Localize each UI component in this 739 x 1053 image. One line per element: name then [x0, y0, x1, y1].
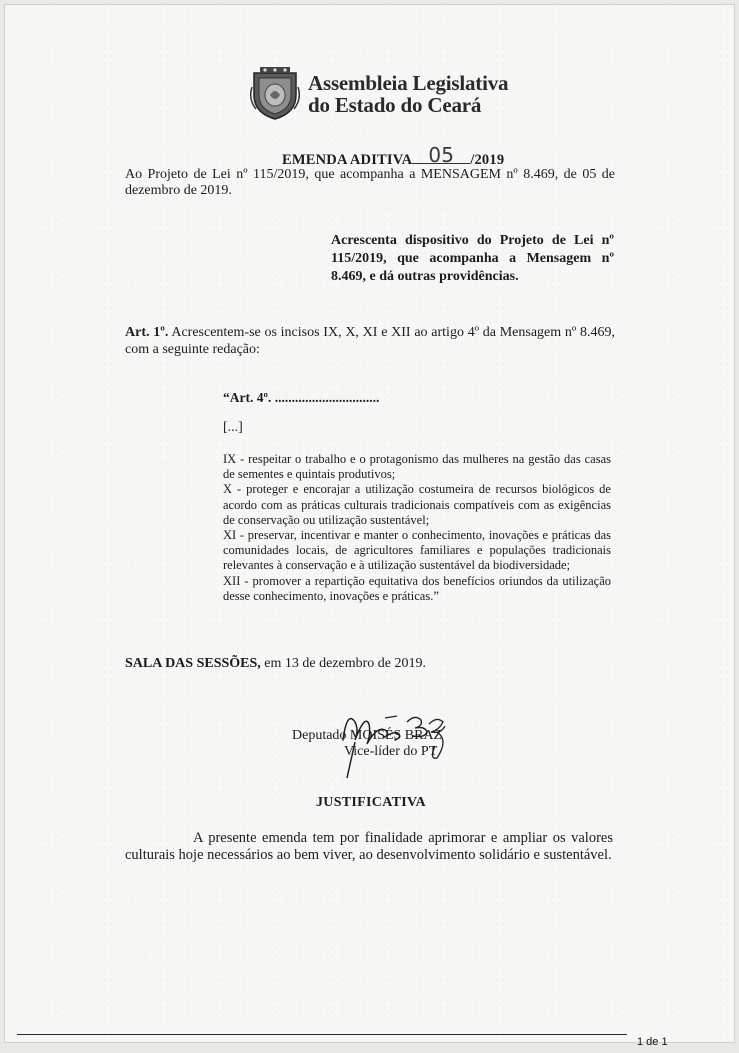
footer-divider: [17, 1034, 627, 1035]
item-ix: IX - respeitar o trabalho e o protagonismo das mulheres na gestão das casas de sementes e quintais produtivos;: [223, 452, 611, 482]
amendment-summary: Acrescenta dispositivo do Projeto de Lei nº 115/2019, que acompanha a Mensagem nº 8.469, e dá outras providências.: [331, 233, 614, 284]
justification-text: A presente emenda tem por finalidade aprimorar e ampliar os valores culturais hoje necessários ao bem viver, ao desenvolvimento solidário e sustentável.: [125, 830, 613, 863]
signatory-name: Deputado MOISÉS BRAZ: [292, 728, 443, 743]
justification-title: JUSTIFICATIVA: [316, 795, 426, 810]
quoted-article-4-heading: “Art. 4º. ...............................: [223, 390, 380, 405]
page-number: 1 de 1: [637, 1036, 668, 1048]
signatory-role: Vice-líder do PT: [344, 744, 438, 759]
coat-of-arms-icon: [248, 65, 302, 121]
article-1-text: Acrescentem-se os incisos IX, X, XI e XII ao artigo 4º da Mensagem nº 8.469, com a seguinte redação:: [125, 325, 615, 357]
article-1-label: Art. 1º.: [125, 325, 169, 340]
item-x: X - proteger e encorajar a utilização costumeira de recursos biológicos de acordo com as práticas culturais tradicionais compatíveis com as exigências de conservação ou utilização sustentável;: [223, 482, 611, 527]
amendment-number: 05: [412, 148, 470, 164]
session-date: em 13 de dezembro de 2019.: [260, 656, 427, 671]
session-line: [125, 656, 426, 672]
org-line-2: do Estado do Ceará: [308, 93, 482, 117]
item-xi: XI - preservar, incentivar e manter o conhecimento, inovações e práticas das comunidades locais, de agricultores familiares e populações tradicionais relevantes à conservação e à utilização sustentável da biodiversidade;: [223, 528, 611, 573]
document-page: [4, 4, 735, 1048]
session-label: SALA DAS SESSÕES,: [125, 656, 261, 671]
amendment-year: /2019: [470, 152, 505, 168]
amendment-title-prefix: EMENDA ADITIVA: [282, 152, 413, 168]
organization-name: [308, 72, 508, 116]
amendment-reference: Ao Projeto de Lei nº 115/2019, que acompanha a MENSAGEM nº 8.469, de 05 de dezembro de 2019.: [125, 167, 615, 198]
org-line-1: Assembleia Legislativa: [308, 71, 509, 95]
quoted-items: [223, 452, 611, 604]
article-1: [125, 324, 615, 358]
omitted-text-marker: [...]: [223, 420, 243, 435]
item-xii: XII - promover a repartição equitativa dos benefícios oriundos da utilização desse conhecimento, inovações e práticas.”: [223, 573, 611, 603]
